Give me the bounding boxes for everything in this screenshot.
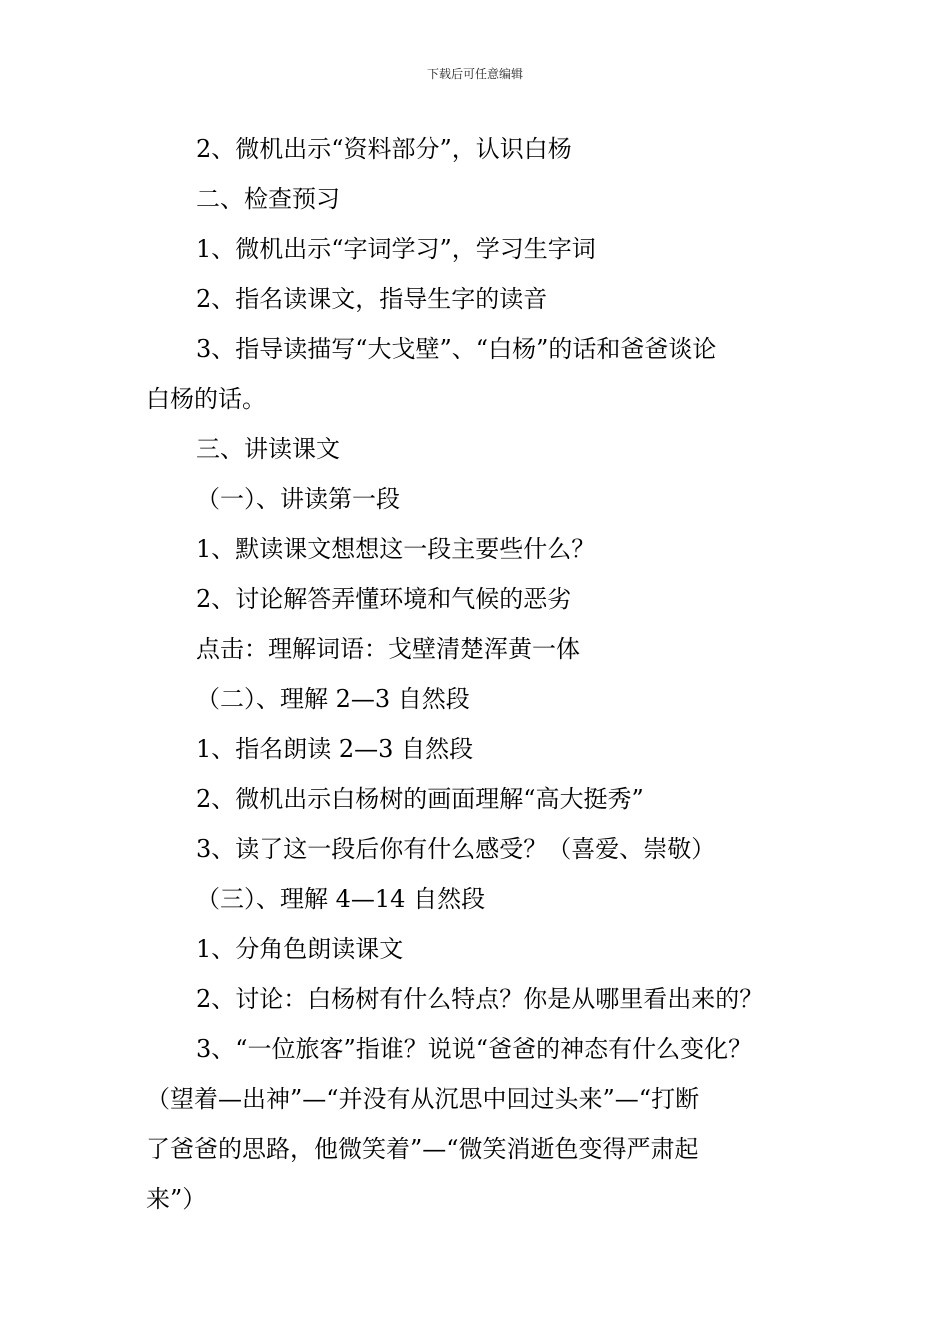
- paragraph-line: 3、指导读描写“大戈壁”、“白杨”的话和爸爸谈论: [196, 335, 717, 363]
- section-heading: 三、讲读课文: [196, 435, 340, 463]
- page-header: 下载后可任意编辑: [426, 67, 523, 81]
- paragraph-line: 3、读了这一段后你有什么感受？（喜爱、崇敬）: [196, 835, 716, 863]
- paragraph-line: 2、微机出示“资料部分”，认识白杨: [196, 135, 572, 163]
- paragraph-line: 1、指名朗读 2—3 自然段: [196, 735, 474, 763]
- paragraph-line: 白杨的话。: [146, 385, 266, 413]
- paragraph-line: 2、讨论解答弄懂环境和气候的恶劣: [196, 585, 572, 613]
- section-heading: 二、检查预习: [196, 185, 340, 213]
- paragraph-line: （望着—出神”—“并没有从沉思中回过头来”—“打断: [146, 1085, 700, 1113]
- paragraph-line: 1、微机出示“字词学习”，学习生字词: [196, 235, 596, 263]
- paragraph-line: 1、分角色朗读课文: [196, 935, 404, 963]
- paragraph-line: 点击：理解词语：戈壁清楚浑黄一体: [196, 635, 580, 663]
- paragraph-line: 2、讨论：白杨树有什么特点？你是从哪里看出来的？: [196, 985, 764, 1013]
- paragraph-line: 来”）: [146, 1185, 207, 1213]
- paragraph-line: 了爸爸的思路，他微笑着”—“微笑消逝色变得严肃起: [146, 1135, 699, 1163]
- subsection-heading: （二）、理解 2—3 自然段: [196, 685, 470, 713]
- paragraph-line: 1、默读课文想想这一段主要些什么？: [196, 535, 596, 563]
- paragraph-line: 2、指名读课文，指导生字的读音: [196, 285, 548, 313]
- subsection-heading: （三）、理解 4—14 自然段: [196, 885, 486, 913]
- paragraph-line: 3、“一位旅客”指谁？说说“爸爸的神态有什么变化？: [196, 1035, 753, 1063]
- paragraph-line: 2、微机出示白杨树的画面理解“高大挺秀”: [196, 785, 644, 813]
- subsection-heading: （一）、讲读第一段: [196, 485, 400, 513]
